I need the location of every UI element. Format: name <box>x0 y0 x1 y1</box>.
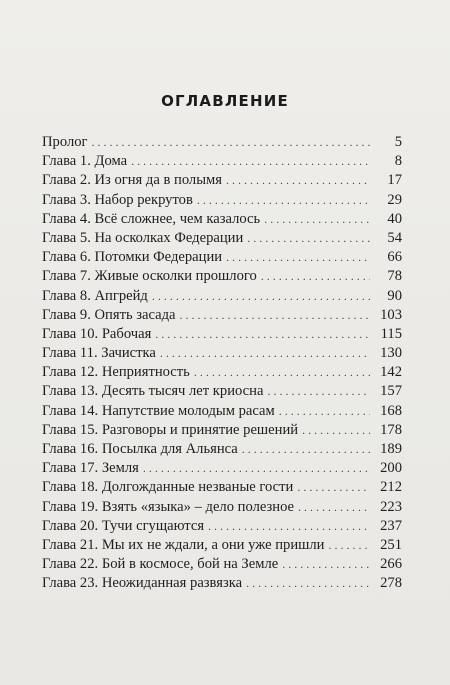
dot-leader <box>143 459 370 478</box>
toc-entry-chapter-8 <box>42 287 402 306</box>
entry-page-number: 189 <box>380 441 402 457</box>
dot-leader <box>226 248 370 267</box>
dot-leader <box>247 229 370 248</box>
toc-entry-chapter-6 <box>42 248 402 267</box>
entry-page-number: 278 <box>380 575 402 592</box>
toc-entry-prologue <box>42 133 402 152</box>
dot-leader <box>297 478 370 497</box>
dot-leader <box>160 344 370 363</box>
bleed-through-text <box>0 44 450 62</box>
entry-page-number: 115 <box>380 325 402 342</box>
toc-entry-chapter-7 <box>42 267 402 286</box>
entry-page-number: 142 <box>380 364 402 381</box>
toc-entry-chapter-4 <box>42 210 402 229</box>
toc-entry-chapter-23 <box>42 574 402 593</box>
toc-entry-chapter-19 <box>42 498 402 517</box>
entry-page-number: 178 <box>380 421 402 438</box>
dot-leader <box>329 536 371 555</box>
toc-entry-chapter-20 <box>42 517 402 536</box>
entry-title: Глава 6. Потомки Федерации <box>42 249 223 266</box>
entry-title: Глава 5. На осколках Федерации <box>42 229 244 246</box>
entry-page-number: 130 <box>380 345 402 362</box>
entry-page-number: 266 <box>380 556 402 573</box>
toc-entry-chapter-2 <box>42 171 402 190</box>
toc-entry-chapter-14 <box>42 402 402 421</box>
toc-entry-chapter-10 <box>42 325 402 344</box>
dot-leader <box>194 363 370 382</box>
entry-title: Глава 15. Разговоры и принятие решений <box>42 421 299 438</box>
entry-title: Глава 2. Из огня да в полымя <box>42 172 222 189</box>
dot-leader <box>208 517 370 536</box>
dot-leader <box>152 287 370 306</box>
entry-page-number: 78 <box>387 268 402 285</box>
entry-page-number: 5 <box>394 134 402 150</box>
dot-leader <box>242 440 370 459</box>
entry-page-number: 90 <box>387 287 402 304</box>
toc-entry-chapter-12 <box>42 363 402 382</box>
entry-title: Глава 22. Бой в космосе, бой на Земле <box>42 556 279 573</box>
dot-leader <box>298 498 370 517</box>
toc-entry-chapter-11 <box>42 344 402 363</box>
entry-title: Глава 20. Тучи сгущаются <box>42 517 205 534</box>
toc-entry-chapter-3 <box>42 191 402 210</box>
toc-entry-chapter-16 <box>42 440 402 459</box>
toc-entry-chapter-5 <box>42 229 402 248</box>
toc-entry-chapter-9 <box>42 306 402 325</box>
entry-page-number: 54 <box>387 229 402 246</box>
dot-leader <box>246 574 370 593</box>
entry-title: Глава 11. Зачистка <box>42 345 156 362</box>
entry-title: Глава 17. Земля <box>42 460 139 477</box>
entry-title: Глава 4. Всё сложнее, чем казалось <box>42 210 261 227</box>
dot-leader <box>264 210 370 229</box>
entry-page-number: 223 <box>380 498 402 515</box>
entry-title: Глава 1. Дома <box>42 153 128 170</box>
entry-page-number: 212 <box>380 479 402 496</box>
dot-leader <box>155 325 370 344</box>
dot-leader <box>197 191 370 210</box>
entry-page-number: 29 <box>387 191 402 208</box>
table-of-contents <box>42 133 402 594</box>
toc-title: ОГЛАВЛЕНИЕ <box>161 92 289 110</box>
toc-entry-chapter-22 <box>42 555 402 574</box>
entry-title: Глава 8. Апгрейд <box>42 287 148 304</box>
entry-title: Глава 19. Взять «языка» – дело полезное <box>42 498 295 515</box>
entry-title: Глава 16. Посылка для Альянса <box>42 441 238 457</box>
dot-leader <box>261 267 370 286</box>
dot-leader <box>282 555 370 574</box>
dot-leader <box>226 171 370 190</box>
entry-title: Глава 14. Напутствие молодым расам <box>42 402 275 419</box>
entry-page-number: 157 <box>380 383 402 400</box>
entry-title: Глава 7. Живые осколки прошлого <box>42 268 257 285</box>
toc-entry-chapter-21 <box>42 536 402 555</box>
entry-page-number: 66 <box>387 249 402 266</box>
toc-entry-chapter-15 <box>42 421 402 440</box>
dot-leader <box>302 421 370 440</box>
entry-title: Глава 10. Рабочая <box>42 325 152 342</box>
entry-page-number: 251 <box>380 536 402 553</box>
entry-title: Глава 9. Опять засада <box>42 306 176 323</box>
entry-page-number: 168 <box>380 402 402 419</box>
entry-page-number: 8 <box>394 153 402 170</box>
entry-page-number: 103 <box>380 306 402 323</box>
entry-page-number: 237 <box>380 517 402 534</box>
entry-title: Глава 18. Долгожданные незваные гости <box>42 479 294 496</box>
entry-title: Глава 21. Мы их не ждали, а они уже пришли <box>42 536 325 553</box>
entry-title: Глава 13. Десять тысяч лет криосна <box>42 383 264 400</box>
toc-entry-chapter-1 <box>42 152 402 171</box>
dot-leader <box>92 133 370 152</box>
toc-entry-chapter-17 <box>42 459 402 478</box>
toc-entry-chapter-13 <box>42 382 402 401</box>
entry-title: Глава 23. Неожиданная развязка <box>42 575 243 592</box>
dot-leader <box>267 382 370 401</box>
dot-leader <box>279 402 370 421</box>
entry-page-number: 200 <box>380 460 402 477</box>
dot-leader <box>180 306 370 325</box>
dot-leader <box>131 152 370 171</box>
entry-title: Пролог <box>42 134 88 150</box>
entry-page-number: 40 <box>387 210 402 227</box>
entry-page-number: 17 <box>387 172 402 189</box>
entry-title: Глава 12. Неприятность <box>42 364 190 381</box>
entry-title: Глава 3. Набор рекрутов <box>42 191 193 208</box>
toc-entry-chapter-18 <box>42 478 402 497</box>
